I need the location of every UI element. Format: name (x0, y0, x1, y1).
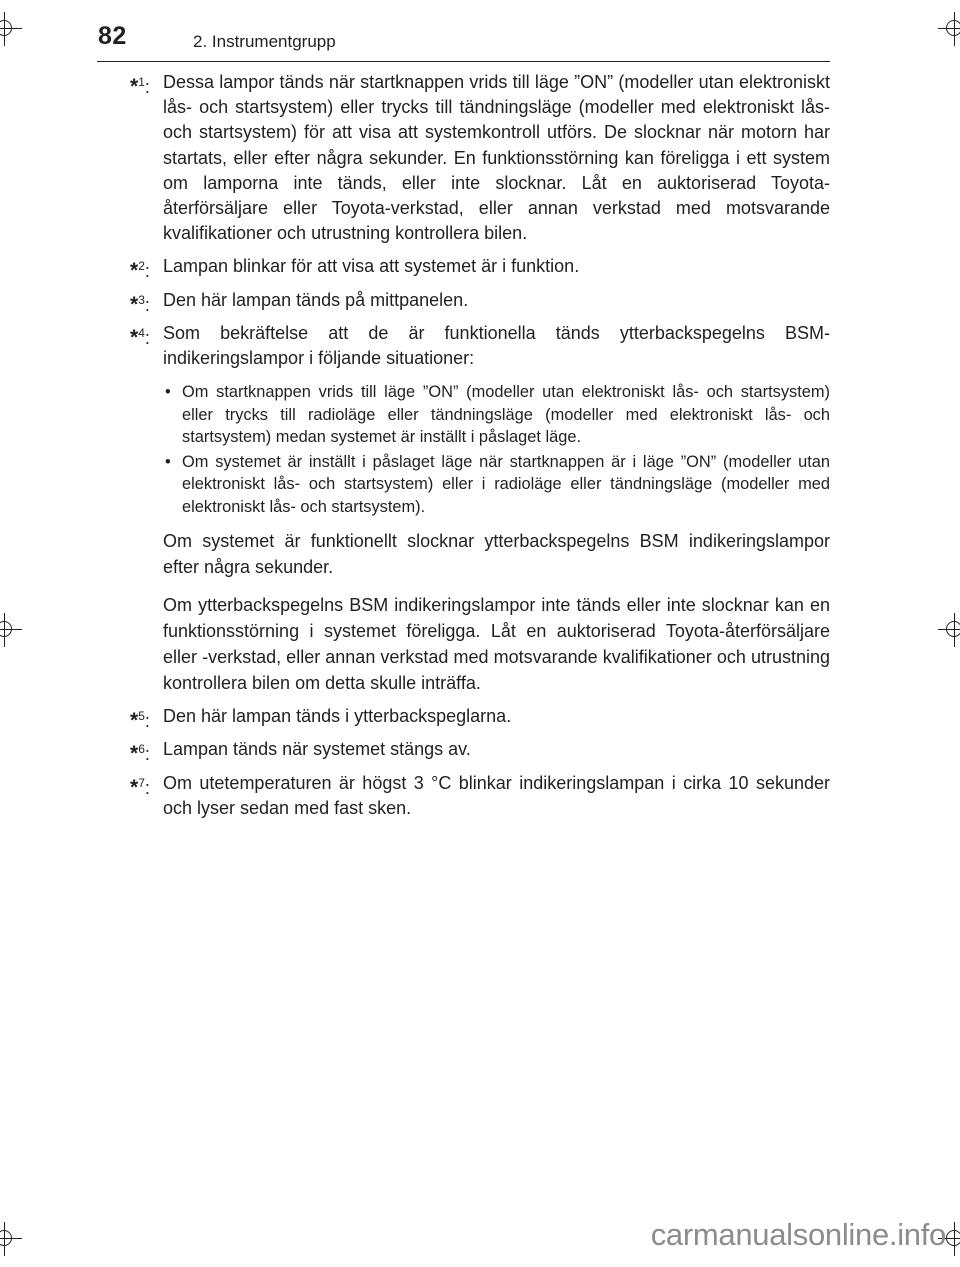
footnote-text: Lampan blinkar för att visa att systemet är i funktion. (163, 256, 580, 277)
page-number: 82 (98, 22, 127, 50)
crop-mark-bottom-left (0, 1222, 22, 1256)
header-divider (97, 61, 830, 62)
section-title: 2. Instrumentgrupp (193, 32, 336, 51)
list-item: • Om systemet är inställt i påslaget läge när startknappen är i läge ”ON” (modeller utan elektroniskt lås- och startsystem) eller i radioläge eller tändningsläge (modeller med elektroniskt lås- och startsystem). (165, 452, 830, 516)
footnote-text: Om utetemperaturen är högst 3 °C blinkar indikeringslampan i cirka 10 sekunder och lyser sedan med fast sken. (163, 772, 830, 818)
paragraph: Om ytterbackspegelns BSM indikeringslampor inte tänds eller inte slocknar kan en funktionsstörning i systemet föreligga. Låt en auktoriserad Toyota-återförsäljare eller -verkstad, eller annan verkstad med motsvarande kvalifikationer och utrustning kontrollera bilen om detta skulle inträffa. (163, 595, 830, 694)
bullet-list (163, 381, 830, 518)
bullet-icon: • (165, 383, 171, 402)
watermark: carmanualsonline.info (650, 1217, 946, 1252)
crop-mark-top-left (0, 12, 22, 46)
list-item: • Om startknappen vrids till läge ”ON” (modeller utan elektroniskt lås- och startsystem) eller trycks till radioläge eller tändningsläge (modeller med elektroniskt lås- och startsystem) medan systemet är inställt i påslaget läge. (165, 383, 830, 447)
footnote-marker: *$^7$: (130, 775, 150, 799)
footnote-1 (130, 70, 830, 246)
footnote-text: Lampan tänds när systemet stängs av. (163, 739, 471, 760)
footnote-7 (130, 771, 830, 821)
footnote-3 (130, 288, 830, 316)
footnote-4 (130, 321, 830, 696)
footnote-marker: *$^1$: (130, 75, 150, 98)
footnotes-content (130, 70, 830, 829)
footnote-5 (130, 704, 830, 733)
footnote-text: Dessa lampor tänds när startknappen vrids till läge ”ON” (modeller utan elektroniskt lås- och startsystem) eller trycks till tändningsläge (modeller med elektroniskt lås- och startsystem) för att visa att systemkontroll utförs. De slocknar när motorn har startats, eller efter några sekunder. En funktionsstörning kan föreligga i ett system om lamporna inte tänds, eller inte slocknar. Låt en auktoriserad Toyota-återförsäljare eller Toyota-verkstad, eller annan verkstad med motsvarande kvalifikationer och utrustning kontrollera bilen. (163, 72, 830, 244)
footnote-6 (130, 737, 830, 766)
paragraph: Om systemet är funktionellt slocknar ytterbackspegelns BSM indikeringslampor efter några sekunder. (163, 531, 830, 578)
footnote-marker: *$^3$: (130, 292, 150, 316)
crop-mark-mid-left (0, 613, 22, 647)
footnote-text: Som bekräftelse att de är funktionella tänds ytterbackspegelns BSM-indikeringslampor i följande situationer: (163, 322, 830, 369)
footnote-marker: *$^5$: (130, 709, 150, 733)
footnote-text: Den här lampan tänds i ytterbackspeglarna. (163, 706, 512, 727)
footnote-marker: *$^2$: (130, 259, 150, 283)
footnote-2 (130, 254, 830, 283)
footnote-marker: *$^4$: (130, 325, 150, 349)
bullet-icon: • (165, 452, 171, 471)
crop-mark-mid-right (938, 613, 960, 647)
footnote-text: Den här lampan tänds på mittpanelen. (163, 289, 469, 310)
footnote-marker: *$^6$: (130, 742, 150, 766)
crop-mark-top-right (938, 12, 960, 46)
